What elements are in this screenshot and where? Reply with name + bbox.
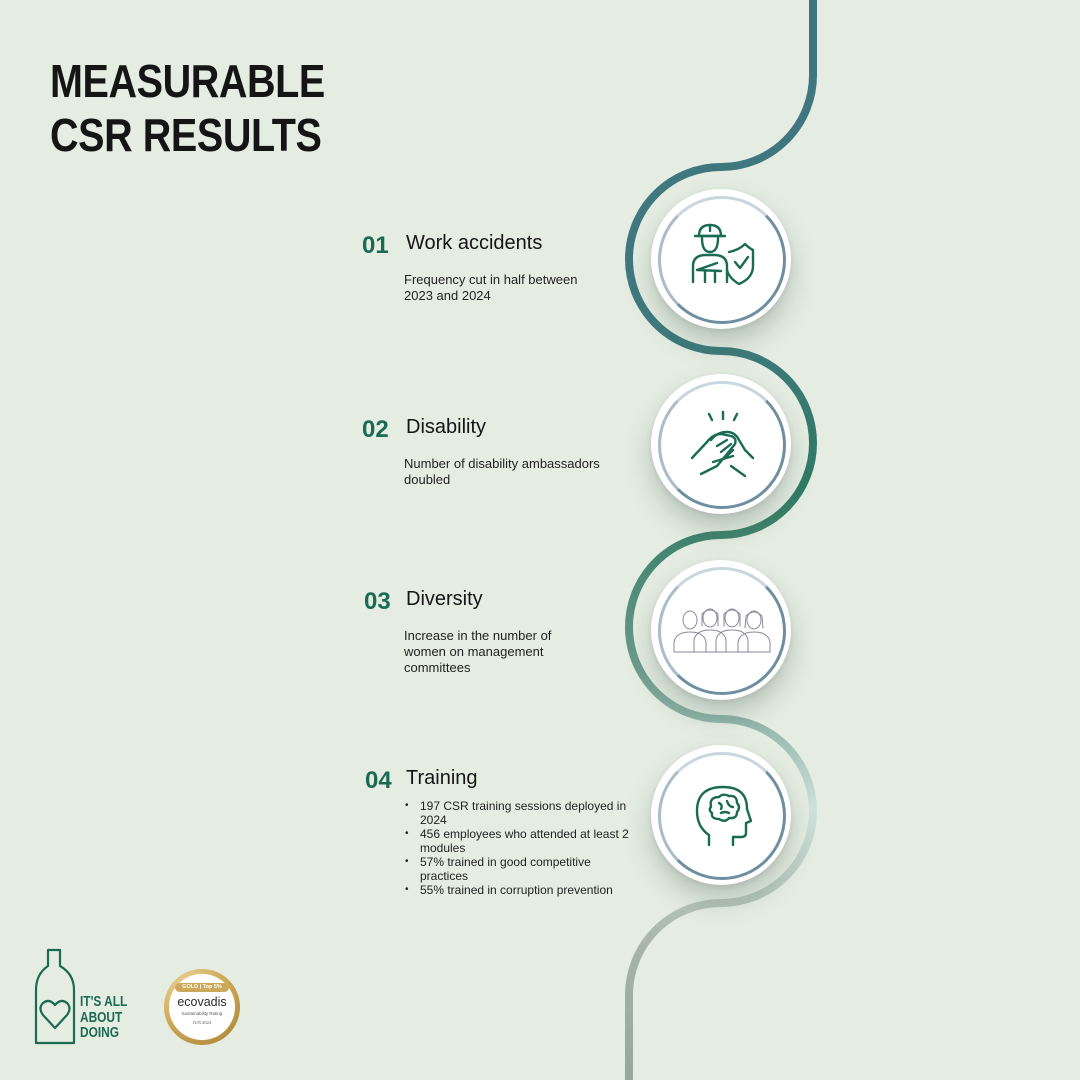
ecovadis-badge — [164, 969, 240, 1045]
item-number: 03 — [364, 588, 391, 615]
icon-circle-training — [651, 745, 791, 885]
icon-circle-disability — [651, 374, 791, 514]
icon-circle-diversity — [651, 560, 791, 700]
handshake-icon — [687, 410, 757, 480]
badge-date: JUN 2024 — [192, 1020, 212, 1025]
badge-tier: GOLD | Top 5% — [175, 983, 229, 992]
group-of-people-icon — [672, 606, 772, 656]
list-item: • 55% trained in corruption prevention — [403, 883, 639, 897]
training-bullet-list — [403, 799, 639, 897]
head-brain-icon — [691, 783, 753, 849]
item-heading: Work accidents — [406, 232, 543, 254]
logo-text: IT'S ALL ABOUT DOING — [80, 994, 128, 1041]
safety-worker-shield-icon — [687, 222, 757, 298]
item-number: 04 — [365, 767, 392, 794]
list-item: • 197 CSR training sessions deployed in 2024 — [403, 799, 639, 827]
icon-circle-work-accidents — [651, 189, 791, 329]
title-line-1: MEASURABLE — [50, 55, 325, 107]
badge-brand: ecovadis — [177, 995, 227, 1009]
item-description: Increase in the number of women on management committees — [404, 628, 552, 675]
item-heading: Diversity — [406, 588, 483, 610]
item-description: Number of disability ambassadors doubled — [404, 456, 600, 487]
item-heading: Disability — [406, 416, 487, 438]
item-heading: Training — [406, 767, 478, 789]
badge-subtitle: Sustainability Rating — [181, 1011, 223, 1016]
item-description: Frequency cut in half between 2023 and 2024 — [404, 272, 578, 303]
list-item: • 57% trained in good competitive practices — [403, 855, 639, 883]
item-number: 01 — [362, 232, 389, 259]
list-item: • 456 employees who attended at least 2 modules — [403, 827, 639, 855]
title-line-2: CSR RESULTS — [50, 109, 322, 161]
item-number: 02 — [362, 416, 389, 443]
